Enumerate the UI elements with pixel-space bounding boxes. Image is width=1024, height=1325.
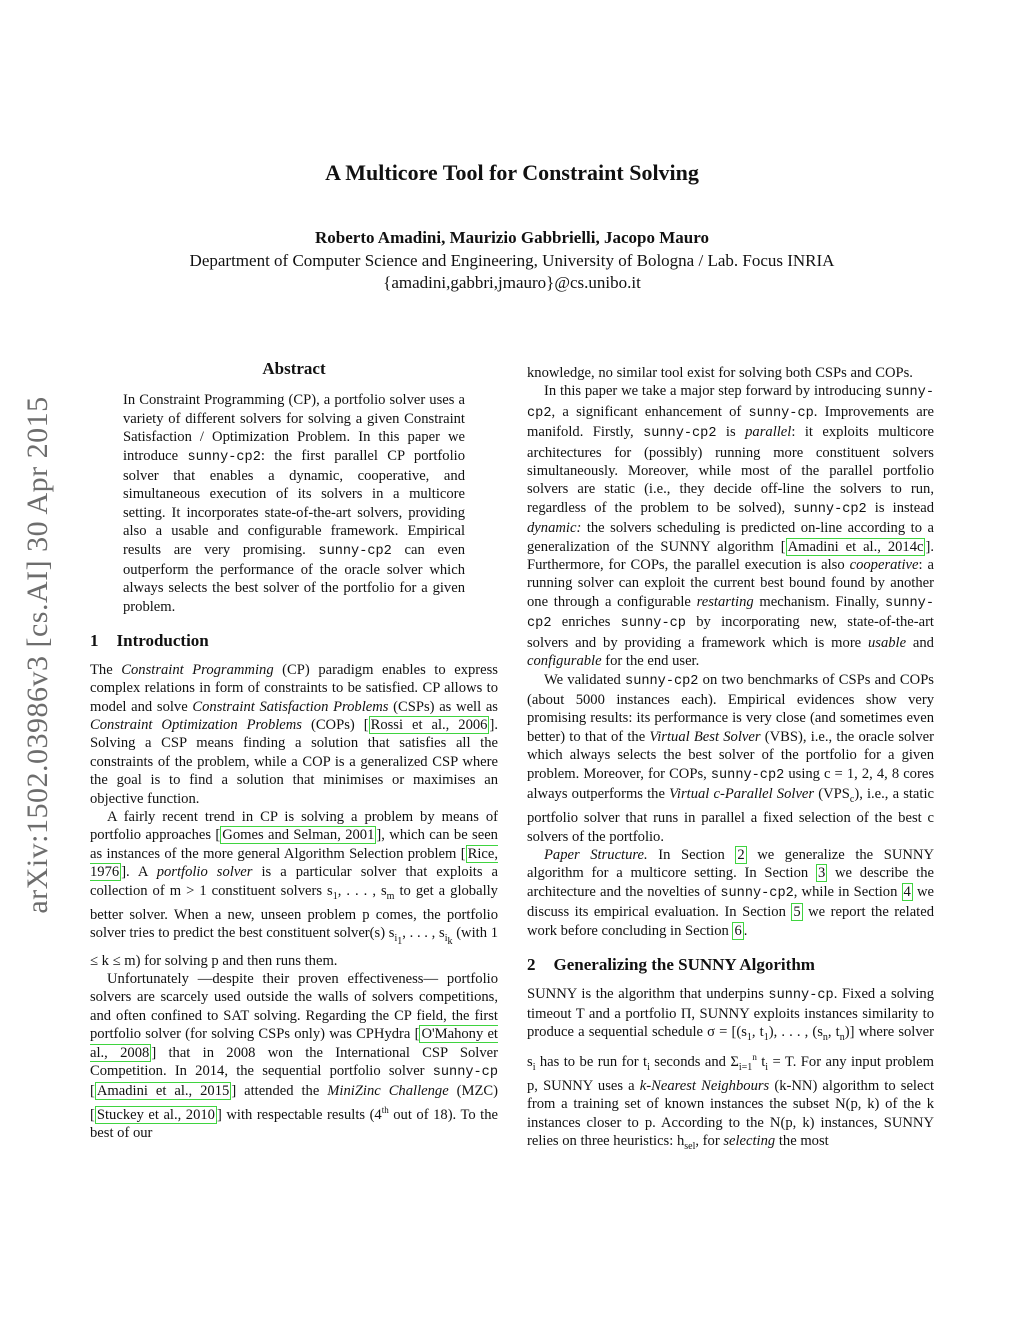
right-paragraph-1: In this paper we take a major step forward by introducing sunny-cp2, a significant enhancement of sunny-cp. Improvements are manifold. Firstly, sunny-cp2 is parallel: it exploits multicore architectures for (possibly) running more constituent solvers simultaneously. Moreover, while most of the parallel portfolio solvers are static (i.e., they decide off-line the solvers to run, regardless of the problem to be solved), sunny-cp2 is instead dynamic: the solvers scheduling is predicted on-line according to a generalization of the SUNNY algorithm [ Amadini et al., 2014c ]. Furthermore, for COPs, the parallel execution is also cooperative: a running solver can exploit the current best bound found by another one through a configurable restarting mechanism. Finally, sunny-cp2 enriches sunny-cp by incorporating new, state-of-the-art solvers and by providing a framework which is more usable and configurable for the end user. <box>527 383 935 670</box>
intro-paragraph-2: A fairly recent trend in CP is solving a problem by means of portfolio approaches [ Gomes and Selman, 2001 ], which can be seen as instances of the more general Algorithm Selection problem [ Rice, 1976 ]. A portfolio solver is a particular solver that exploits a collection of m > 1 constituent solvers $s_1$, . . . , $s_m$ to get a globally better solver. When a new, unseen problem p comes, the portfolio solver tries to predict the best constituent solver(s) $s_{i_1}$, . . . , $s_{i_k}$ (with 1 ≤ k ≤ m) for solving p and then runs them. <box>90 808 499 969</box>
citation-link[interactable]: Gomes and Selman, 2001 <box>222 827 375 844</box>
arxiv-side-stamp <box>8 365 68 945</box>
citation-link[interactable]: O'Mahony et al., 2008 <box>90 1026 498 1061</box>
abstract-heading: Abstract <box>262 359 326 378</box>
paper-title: A Multicore Tool for Constraint Solving <box>325 160 699 185</box>
arxiv-identifier: arXiv:1502.03986v3 [cs.AI] 30 Apr 2015 <box>21 396 54 914</box>
citation-link[interactable]: Rossi et al., 2006 <box>370 716 488 733</box>
paper-authors: Roberto Amadini, Maurizio Gabbrielli, Jacopo Mauro <box>315 228 709 247</box>
sunny-paragraph: SUNNY is the algorithm that underpins sunny-cp. Fixed a solving timeout T and a portfolio Π, SUNNY exploits instances similarity to produce a sequential schedule $\sigma = [(s_1$, $t_1$), . . . , ($s_n$, $t_n$)] where solver $s_i$ has to be run for $t_i$ seconds and $\Sigma_{i=1}^n$ $t_i = T$. For any input problem p, SUNNY uses a k-Nearest Neighbours (k-NN) algorithm to select from a training set of known instances the subset N(p, k) of the k instances closer to p. According to the N(p, k) instances, SUNNY relies on three heuristics: $h_{sel}$, for selecting the most <box>527 985 935 1152</box>
section-heading-introduction: 1 Introduction <box>90 631 209 651</box>
section-link[interactable]: 2 <box>737 847 745 864</box>
paper-email: {amadini,gabbri,jmauro}@cs.unibo.it <box>383 273 641 292</box>
paper-affiliation: Department of Computer Science and Engineering, University of Bologna / Lab. Focus INRIA <box>189 251 835 270</box>
intro-paragraph-1: The Constraint Programming (CP) paradigm enables to express complex relations in form of constraints to be satisfied. CP allows to model and solve Constraint Satisfaction Problems (CSPs) as well as Constraint Optimization Problems (COPs) [ Rossi et al., 2006 ]. Solving a CSP means finding a solution that satisfies all the constraints of the problem, while a COP is a generalized CSP where the goal is to find a solution that minimises or maximises an objective function. <box>90 661 498 807</box>
section-link[interactable]: 6 <box>734 922 742 939</box>
citation-link[interactable]: Stuckey et al., 2010 <box>96 1106 215 1123</box>
intro-paragraph-3: Unfortunately —despite their proven effectiveness— portfolio solvers are scarcely used outside the walls of solvers competitions, and often confined to SAT solving. Regarding the CP field, the first portfolio solver (for solving CSPs only) was CPHydra [ O'Mahony et al., 2008 ] that in 2008 won the International CSP Solver Competition. In 2014, the sequential portfolio solver sunny-cp [ Amadini et al., 2015 ] attended the MiniZinc Challenge (MZC) [ Stuckey et al., 2010 ] with respectable results (4th out of 18). To the best of our <box>90 971 498 1142</box>
citation-link[interactable]: Amadini et al., 2014c <box>787 538 924 555</box>
abstract-text: In Constraint Programming (CP), a portfolio solver uses a variety of different solvers for solving a given Constraint Satisfaction / Optimization Problem. In this paper we introduce sunny-cp2: the first parallel CP portfolio solver that enables a dynamic, cooperative, and simultaneous execution of its solvers in a multicore setting. It incorporates state-of-the-art solvers, providing also a usable and configurable framework. Empirical results are very promising. sunny-cp2 can even outperform the performance of the oracle solver which always selects the best solver of the portfolio for a given problem. <box>123 392 465 615</box>
section-link[interactable]: 3 <box>817 865 826 882</box>
citation-link[interactable]: Rice, 1976 <box>90 845 498 881</box>
left-column <box>90 360 498 1143</box>
right-paragraph-0: knowledge, no similar tool exist for solving both CSPs and COPs. <box>527 365 913 381</box>
right-paragraph-2: We validated sunny-cp2 on two benchmarks of CSPs and COPs (about 5000 instances each). Empirical evidences show very promising results: its performance is very close (and sometimes even better) to that of the Virtual Best Solver (VBS), i.e., the oracle solver which always selects the best solver of the portfolio for a given problem. Moreover, for COPs, sunny-cp2 using c = 1, 2, 4, 8 cores always outperforms the Virtual c-Parallel Solver $(VPS_c)$, i.e., a static portfolio solver that runs in parallel a fixed selection of the best c solvers of the portfolio. <box>527 671 934 845</box>
section-link[interactable]: 5 <box>793 904 801 921</box>
citation-link[interactable]: Amadini et al., 2015 <box>96 1083 230 1100</box>
section-link[interactable]: 4 <box>903 883 911 900</box>
right-paragraph-3: Paper Structure. In Section 2 we generalize the SUNNY algorithm for a multicore setting. In Section 3 we describe the architecture and the novelties of sunny-cp2, while in Section 4 we discuss its empirical evaluation. In Section 5 we report the related work before concluding in Section 6 . <box>527 847 935 939</box>
section-heading-generalizing-sunny: 2 Generalizing the SUNNY Algorithm <box>527 955 815 975</box>
right-column <box>527 364 934 1156</box>
